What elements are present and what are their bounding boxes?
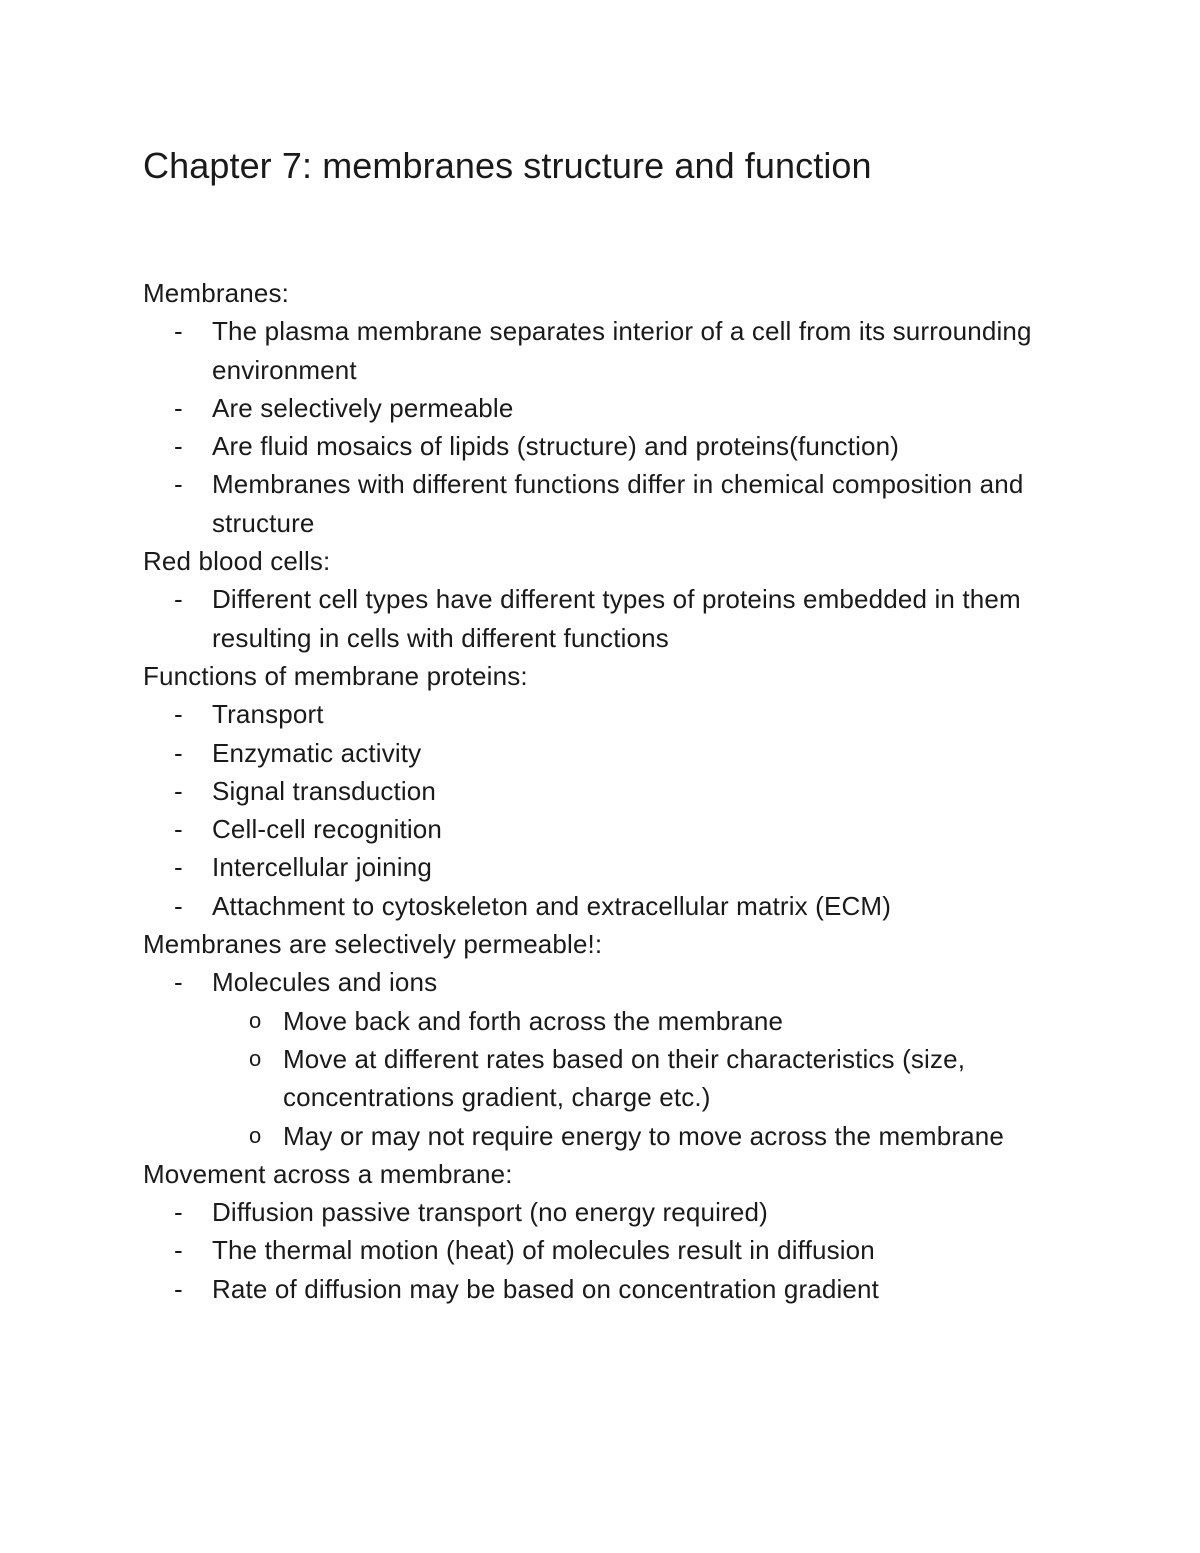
list-item-text: Intercellular joining bbox=[212, 852, 432, 883]
sub-list-item bbox=[249, 1002, 1083, 1040]
page-title: Chapter 7: membranes structure and function bbox=[143, 145, 872, 186]
section-heading-red-blood-cells: Red blood cells: bbox=[143, 546, 331, 577]
sub-list-item-text: May or may not require energy to move across the membrane bbox=[283, 1120, 1004, 1151]
list-item bbox=[174, 389, 1083, 427]
dash-bullet: - bbox=[174, 890, 183, 921]
section-heading-membrane-protein-functions: Functions of membrane proteins: bbox=[143, 660, 528, 691]
dash-bullet: - bbox=[174, 431, 183, 462]
circle-bullet: o bbox=[249, 1045, 262, 1071]
list-item-text: Molecules and ions bbox=[212, 967, 438, 998]
section-heading-movement-across-membrane: Movement across a membrane: bbox=[143, 1158, 513, 1189]
dash-bullet: - bbox=[174, 775, 183, 806]
circle-bullet: o bbox=[249, 1007, 262, 1033]
list-item bbox=[174, 772, 1083, 810]
bullet-list bbox=[143, 312, 1083, 542]
dash-bullet: - bbox=[174, 1235, 183, 1266]
section-heading-selectively-permeable: Membranes are selectively permeable!: bbox=[143, 929, 603, 960]
sub-list-item bbox=[249, 1040, 1083, 1117]
list-item bbox=[174, 580, 1083, 657]
dash-bullet: - bbox=[174, 737, 183, 768]
list-item bbox=[174, 1231, 1083, 1269]
list-item-text: Transport bbox=[212, 699, 324, 730]
list-item bbox=[174, 1193, 1083, 1231]
sub-list-item-text: Move back and forth across the membrane bbox=[283, 1005, 784, 1036]
list-item bbox=[174, 963, 1083, 1154]
list-item-text: Diffusion passive transport (no energy required) bbox=[212, 1197, 768, 1228]
list-item-text: Membranes with different functions differ in chemical composition and structure bbox=[212, 469, 1024, 538]
dash-bullet: - bbox=[174, 1197, 183, 1228]
dash-bullet: - bbox=[174, 967, 183, 998]
bullet-list bbox=[143, 1193, 1083, 1308]
list-item bbox=[174, 848, 1083, 886]
sub-bullet-list bbox=[212, 1002, 1083, 1155]
list-item bbox=[174, 887, 1083, 925]
list-item-text: Cell-cell recognition bbox=[212, 814, 443, 845]
list-item bbox=[174, 312, 1083, 389]
list-item-text: Signal transduction bbox=[212, 775, 436, 806]
list-item bbox=[174, 734, 1083, 772]
list-item-text: The thermal motion (heat) of molecules result in diffusion bbox=[212, 1235, 875, 1266]
list-item-text: Attachment to cytoskeleton and extracellular matrix (ECM) bbox=[212, 890, 892, 921]
dash-bullet: - bbox=[174, 699, 183, 730]
list-item bbox=[174, 695, 1083, 733]
bullet-list bbox=[143, 695, 1083, 925]
dash-bullet: - bbox=[174, 469, 183, 500]
dash-bullet: - bbox=[174, 852, 183, 883]
list-item-text: Are fluid mosaics of lipids (structure) and proteins(function) bbox=[212, 431, 900, 462]
dash-bullet: - bbox=[174, 392, 183, 423]
list-item-text: The plasma membrane separates interior of a cell from its surrounding environment bbox=[212, 316, 1032, 385]
bullet-list bbox=[143, 963, 1083, 1154]
section-heading-membranes: Membranes: bbox=[143, 278, 289, 308]
list-item-text: Rate of diffusion may be based on concentration gradient bbox=[212, 1273, 880, 1304]
list-item bbox=[174, 465, 1083, 542]
list-item bbox=[174, 1270, 1083, 1308]
list-item bbox=[174, 427, 1083, 465]
circle-bullet: o bbox=[249, 1122, 262, 1148]
list-item-text: Different cell types have different types of proteins embedded in them resulting in cells with different functions bbox=[212, 584, 1021, 653]
bullet-list bbox=[143, 580, 1083, 657]
list-item-text: Enzymatic activity bbox=[212, 737, 422, 768]
dash-bullet: - bbox=[174, 814, 183, 845]
list-item-text: Are selectively permeable bbox=[212, 392, 514, 423]
dash-bullet: - bbox=[174, 316, 183, 347]
list-item bbox=[174, 810, 1083, 848]
sub-list-item bbox=[249, 1117, 1083, 1155]
dash-bullet: - bbox=[174, 584, 183, 615]
sub-list-item-text: Move at different rates based on their characteristics (size, concentrations gradient, charge etc.) bbox=[283, 1043, 966, 1113]
dash-bullet: - bbox=[174, 1273, 183, 1304]
notes-body bbox=[143, 274, 1083, 1308]
